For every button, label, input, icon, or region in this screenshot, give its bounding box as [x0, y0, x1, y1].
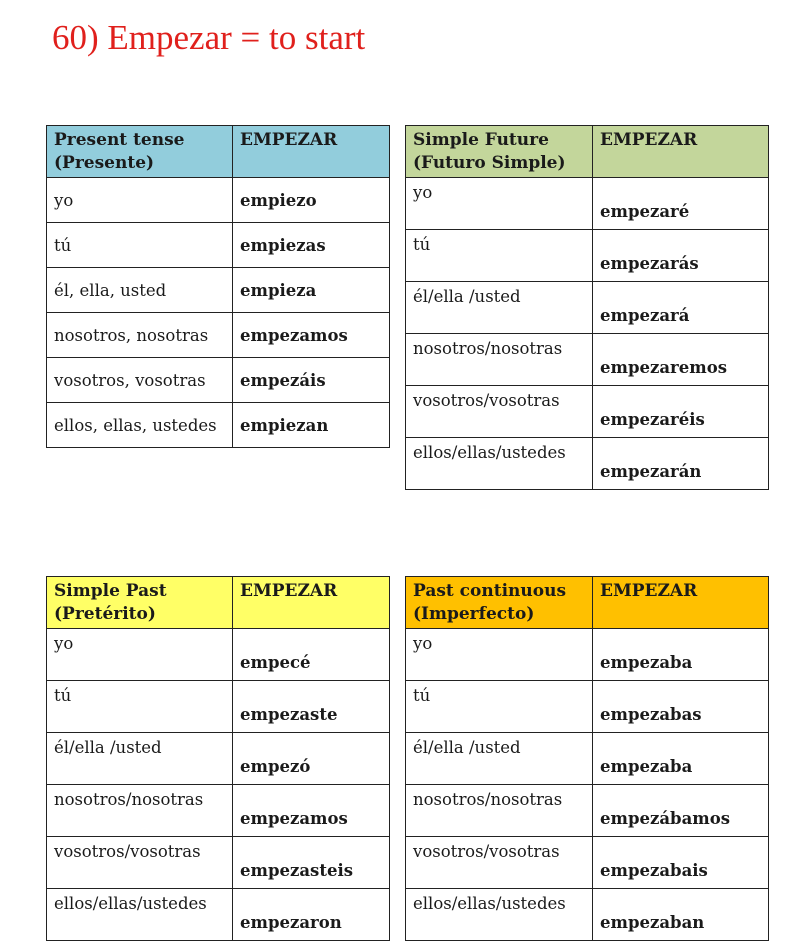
- table-row: [406, 438, 769, 490]
- tense-name-spanish: (Pretérito): [54, 604, 156, 624]
- table-row: [406, 733, 769, 785]
- conjugated-form-cell: empezábamos: [593, 785, 769, 837]
- tense-name-cell: [406, 577, 593, 629]
- table-row: [406, 230, 769, 282]
- pronoun-cell: tú: [47, 223, 233, 268]
- pronoun-cell: nosotros/nosotras: [406, 785, 593, 837]
- pronoun-cell: él, ella, usted: [47, 268, 233, 313]
- table-row: [406, 681, 769, 733]
- conjugated-form-cell: empezaron: [233, 889, 390, 941]
- pronoun-cell: vosotros/vosotras: [47, 837, 233, 889]
- table-row: [47, 358, 390, 403]
- pronoun-cell: nosotros/nosotras: [406, 334, 593, 386]
- table-row: [406, 334, 769, 386]
- verb-header-cell: EMPEZAR: [593, 577, 769, 629]
- conjugated-form-cell: empezaremos: [593, 334, 769, 386]
- conjugated-form-cell: empiezas: [233, 223, 390, 268]
- conjugated-form-cell: empezamos: [233, 785, 390, 837]
- table-row: [406, 837, 769, 889]
- conjugated-form-cell: empezaré: [593, 178, 769, 230]
- verb-header-cell: EMPEZAR: [593, 126, 769, 178]
- table-row: [406, 889, 769, 941]
- pronoun-cell: yo: [47, 178, 233, 223]
- pronoun-cell: ellos/ellas/ustedes: [47, 889, 233, 941]
- conjugated-form-cell: empezaréis: [593, 386, 769, 438]
- conjugated-form-cell: empezaste: [233, 681, 390, 733]
- pronoun-cell: ellos/ellas/ustedes: [406, 889, 593, 941]
- table-row: [47, 629, 390, 681]
- table-row: [406, 629, 769, 681]
- past-tense-table: [46, 576, 390, 941]
- table-row: [406, 785, 769, 837]
- conjugated-form-cell: empezamos: [233, 313, 390, 358]
- conjugated-form-cell: empezáis: [233, 358, 390, 403]
- table-row: [47, 889, 390, 941]
- conjugated-form-cell: empezarás: [593, 230, 769, 282]
- pronoun-cell: él/ella /usted: [47, 733, 233, 785]
- pronoun-cell: tú: [406, 230, 593, 282]
- table-row: [47, 223, 390, 268]
- pronoun-cell: yo: [47, 629, 233, 681]
- present-tense-table: [46, 125, 390, 448]
- table-row: [47, 785, 390, 837]
- conjugated-form-cell: empezarán: [593, 438, 769, 490]
- conjugated-form-cell: empezará: [593, 282, 769, 334]
- tense-name-spanish: (Presente): [54, 153, 155, 173]
- table-header-row: [406, 577, 769, 629]
- pronoun-cell: tú: [47, 681, 233, 733]
- tense-name: Past continuous: [413, 581, 567, 601]
- conjugated-form-cell: empezabais: [593, 837, 769, 889]
- conjugated-form-cell: empezabas: [593, 681, 769, 733]
- conjugated-form-cell: empezaba: [593, 629, 769, 681]
- tense-name-cell: [406, 126, 593, 178]
- pronoun-cell: yo: [406, 629, 593, 681]
- table-header-row: [406, 126, 769, 178]
- pronoun-cell: nosotros, nosotras: [47, 313, 233, 358]
- pronoun-cell: vosotros/vosotras: [406, 837, 593, 889]
- pronoun-cell: ellos, ellas, ustedes: [47, 403, 233, 448]
- conjugated-form-cell: empiezo: [233, 178, 390, 223]
- table-row: [47, 403, 390, 448]
- verb-header-cell: EMPEZAR: [233, 577, 390, 629]
- tense-name-spanish: (Futuro Simple): [413, 153, 566, 173]
- conjugated-form-cell: empezó: [233, 733, 390, 785]
- conjugated-form-cell: empecé: [233, 629, 390, 681]
- table-row: [47, 733, 390, 785]
- tense-name-spanish: (Imperfecto): [413, 604, 535, 624]
- tense-name-cell: [47, 126, 233, 178]
- table-row: [47, 268, 390, 313]
- conjugated-form-cell: empezaba: [593, 733, 769, 785]
- conjugated-form-cell: empezasteis: [233, 837, 390, 889]
- tense-name: Simple Future: [413, 130, 549, 150]
- pronoun-cell: ellos/ellas/ustedes: [406, 438, 593, 490]
- pronoun-cell: él/ella /usted: [406, 733, 593, 785]
- pronoun-cell: él/ella /usted: [406, 282, 593, 334]
- conjugated-form-cell: empieza: [233, 268, 390, 313]
- pronoun-cell: nosotros/nosotras: [47, 785, 233, 837]
- conjugated-form-cell: empiezan: [233, 403, 390, 448]
- conjugated-form-cell: empezaban: [593, 889, 769, 941]
- table-row: [406, 282, 769, 334]
- pronoun-cell: yo: [406, 178, 593, 230]
- table-row: [47, 837, 390, 889]
- pronoun-cell: vosotros, vosotras: [47, 358, 233, 403]
- table-row: [406, 386, 769, 438]
- page-title: 60) Empezar = to start: [52, 18, 366, 57]
- pronoun-cell: vosotros/vosotras: [406, 386, 593, 438]
- tense-name: Present tense: [54, 130, 185, 150]
- table-row: [47, 178, 390, 223]
- verb-header-cell: EMPEZAR: [233, 126, 390, 178]
- future-tense-table: [405, 125, 769, 490]
- table-row: [406, 178, 769, 230]
- table-row: [47, 313, 390, 358]
- tense-name-cell: [47, 577, 233, 629]
- pronoun-cell: tú: [406, 681, 593, 733]
- table-row: [47, 681, 390, 733]
- imperfect-tense-table: [405, 576, 769, 941]
- tense-name: Simple Past: [54, 581, 167, 601]
- table-header-row: [47, 126, 390, 178]
- table-header-row: [47, 577, 390, 629]
